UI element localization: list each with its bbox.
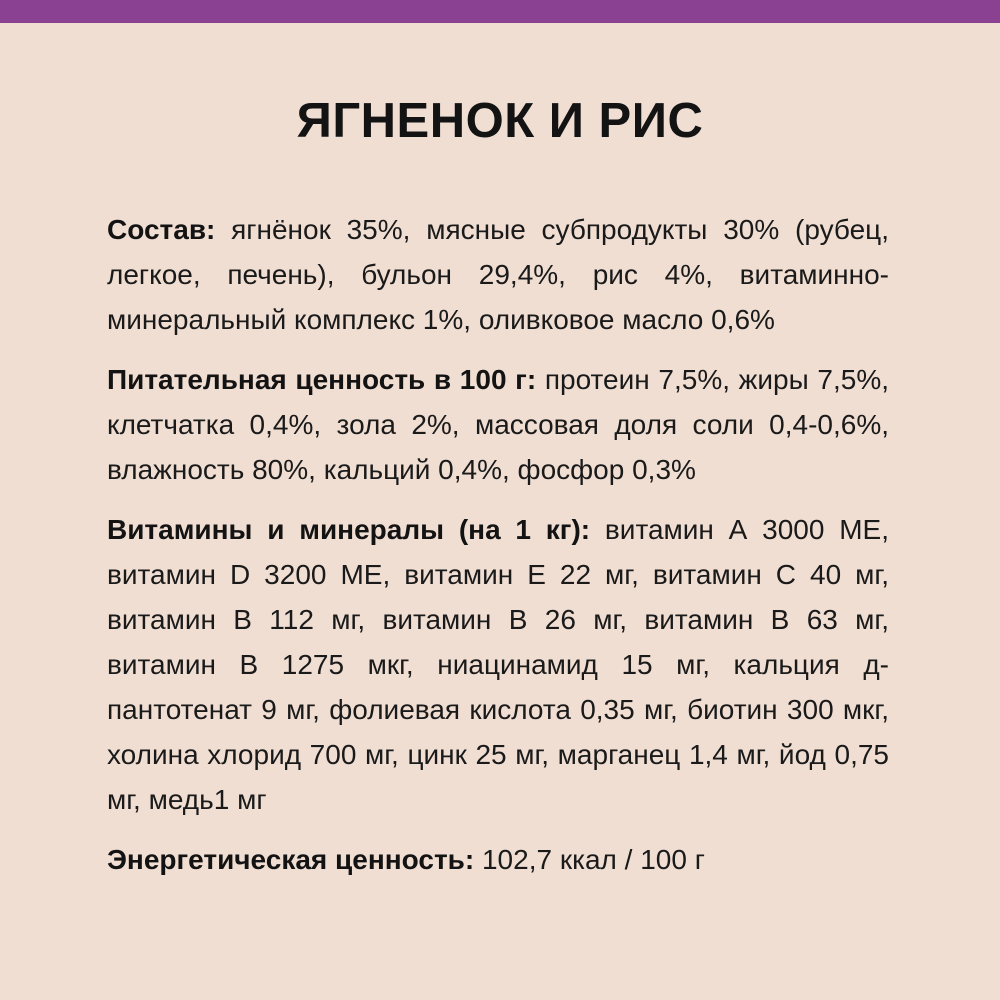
nutritional-value-text: протеин 7,5%, жиры 7,5%, клетчатка 0,4%, зола 2%, массовая доля соли 0,4-0,6%, влажность 80%, кальций 0,4%, фосфор 0,3% — [107, 364, 889, 485]
label-info-card — [0, 207, 1000, 882]
composition-label: Состав: — [107, 214, 216, 245]
nutritional-value-label: Питательная ценность в 100 г: — [107, 364, 537, 395]
vitamins-minerals-label: Витамины и минералы (на 1 кг): — [107, 514, 591, 545]
composition-text: ягнёнок 35%, мясные субпродукты 30% (рубец, легкое, печень), бульон 29,4%, рис 4%, витаминно-минеральный комплекс 1%, оливковое масло 0,6% — [107, 214, 890, 335]
energy-value-text: 102,7 ккал / 100 г — [481, 844, 705, 875]
section-nutritional-value — [107, 357, 889, 492]
section-energy-value — [107, 837, 889, 882]
energy-value-label: Энергетическая ценность: — [107, 844, 475, 875]
product-title: ЯГНЕНОК И РИС — [296, 94, 704, 148]
section-vitamins-minerals — [107, 507, 889, 822]
top-accent-bar — [0, 0, 1000, 23]
vitamins-minerals-text: витамин А 3000 МЕ, витамин D 3200 МЕ, витамин Е 22 мг, витамин С 40 мг, витамин В 112 мг, витамин В 26 мг, витамин В 63 мг, витамин В 1275 мкг, ниацинамид 15 мг, кальция д-пантотенат 9 мг, фолиевая кислота 0,35 мг, биотин 300 мкг, холина хлорид 700 мг, цинк 25 мг, марганец 1,4 мг, йод 0,75 мг, медь1 мг — [107, 514, 889, 815]
section-composition — [107, 207, 889, 342]
